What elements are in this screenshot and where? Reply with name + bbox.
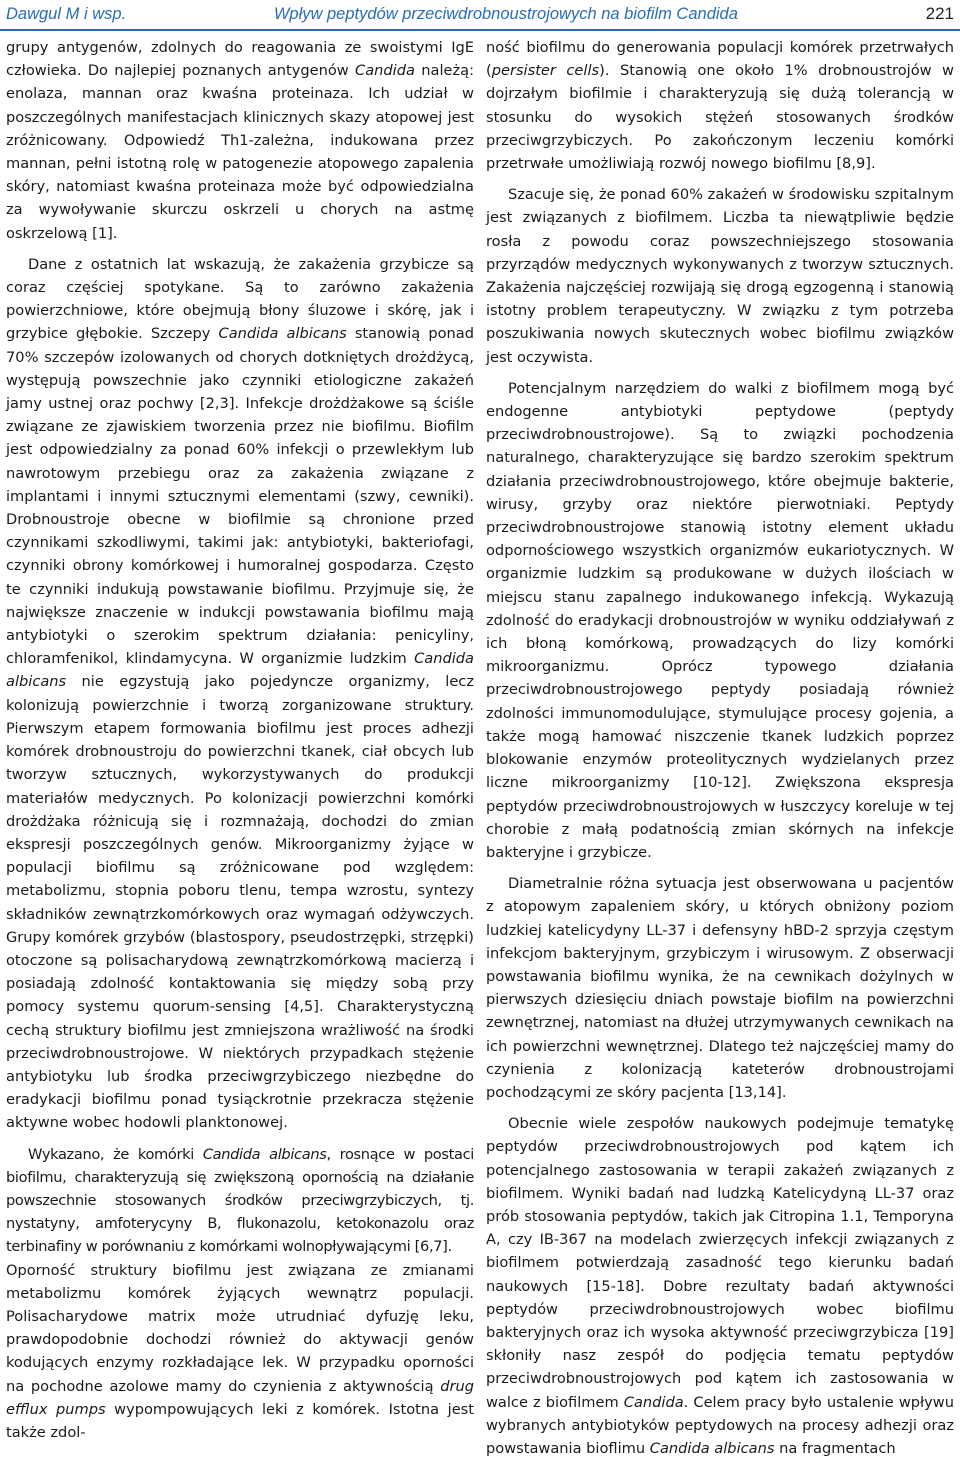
text-run: Dane z ostatnich lat wskazują, że zakażenia grzybicze są coraz częściej spotykane. Są to zarówno zakażenia powierzchniowe, które obejmują błony śluzowe i skórę, jak i grzybice głębokie. Szczepy <box>6 255 474 343</box>
text-run: ). Stanowią one około 1% drobnoustrojów w dojrzałym biofilmie i charakteryzują się dużą tolerancją w stosunku do wysokich stężeń stosowanych środków przeciwgrzybiczych. Po zakończonym leczeniu komórki przetrwałe umożliwiają rozwój nowego biofilmu [8,9]. <box>486 62 954 173</box>
italic-text: Candida albicans <box>202 1145 327 1163</box>
paragraph <box>486 36 954 175</box>
italic-text: Candida albicans <box>6 650 474 691</box>
text-run: Diametralnie różna sytuacja jest obserwowana u pacjentów z atopowym zapaleniem skóry, u których obniżony poziom ludzkiej katelicydyny LL-37 i defensyny hBD-2 sprzyja częstym infekcjom bakteryjnym, grzybiczym i wirusowym. Z obserwacji powstawania biofilmu wynika, że na cewnikach dożylnych w pierwszych dziesięciu dniach powstaje biofilm na powierzchni zewnętrznej, natomiast na dłużej utrzymywanych cewnikach na ich powierzchni wewnętrznej. Dlatego też najczęściej mamy do czynienia z kolonizacją kateterów drobnoustrojami pochodzącymi ze skóry pacjenta [13,14]. <box>486 875 954 1101</box>
text-run: należą: enolaza, mannan oraz kwaśna proteinaza. Ich udział w poszczególnych manifestacjach klinicznych skazy atopowej jest zróżnicowany. Odpowiedź Th1-zależna, indukowana przez mannan, pełni istotną rolę w patogenezie atopowego zapalenia skóry, natomiast kwaśna proteinaza może być odpowiedzialna za wywoływanie skurczu oskrzeli u chorych na astmę oskrzelową [1]. <box>6 62 475 242</box>
text-run: Potencjalnym narzędziem do walki z biofilmem mogą być endogenne antybiotyki peptydowe (peptydy przeciwdrobnoustrojowe). Są to związki pochodzenia naturalnego, charakteryzujące się bardzo szerokim spektrum działania przeciwdrobnoustrojowego, które obejmuje bakterie, wirusy, grzyby oraz niektóre pierwotniaki. Peptydy przeciwdrobnoustrojowe stanowią istotny element układu odpornościowego wszystkich organizmów eukariotycznych. W organizmie ludzkim są produkowane w dużych ilościach w miejscu stanu zapalnego indukowanego infekcją. Wykazują zdolność do eradykacji drobnoustrojów w wyniku oddziaływań z ich błoną komórkową, prowadzących do lizy komórki mikroorganizmu. Oprócz typowego działania przeciwdrobnoustrojowego peptydy posiadają również zdolności immunomodulujące, stymulujące procesy gojenia, a także mogą hamować niszczenie tkanek ludzkich poprzez blokowanie enzymów proteolitycznych wydzielanych przez liczne mikroorganizmy [10-12]. Zwiększona ekspresja peptydów przeciwdrobnoustrojowych w łuszczycy koreluje w tej chorobie z małą podatnością zmian skórnych na infekcje bakteryjne i grzybicze. <box>486 379 954 861</box>
running-header <box>6 0 954 28</box>
italic-text: persister cells <box>491 62 600 80</box>
paragraph <box>486 1112 954 1460</box>
text-run: stanowią ponad 70% szczepów izolowanych od chorych dotkniętych drożdżycą, występują powszechnie jako czynniki etiologiczne zakażeń jamy ustnej oraz pochwy [2,3]. Infekcje drożdżakowe są ściśle związane ze zjawiskiem tworzenia przez nie biofilmu. Biofilm jest odpowiedzialny za ponad 60% infekcji o przewlekłym lub nawrotowym przebiegu oraz za zakażenia związane z implantami i innymi sztucznymi elementami (szwy, cewniki). Drobnoustroje obecne w biofilmie są chronione przed czynnikami szkodliwymi, takimi jak: antybiotyki, bakteriofagi, czynniki obrony komórkowej i humoralnej gospodarza. Często te czynniki indukują powstawanie biofilmu. Przyjmuje się, że największe znaczenie w indukcji powstawania biofilmu mają antybiotyki o szerokim spektrum działania: penicyliny, chloramfenikol, klindamycyna. W organizmie ludzkim <box>6 325 474 668</box>
text-run: wypompowujących leki z komórek. Istotna jest także zdol- <box>6 1400 475 1441</box>
page-number: 221 <box>925 4 954 23</box>
paragraph <box>486 872 954 1104</box>
paragraph <box>486 183 954 369</box>
paragraph <box>6 36 474 245</box>
paragraph <box>6 1143 474 1259</box>
italic-text: Candida <box>623 1393 684 1411</box>
paragraph <box>486 377 954 864</box>
text-run: Obecnie wiele zespołów naukowych podejmuje tematykę peptydów przeciwdrobnoustrojowych pod kątem ich potencjalnego zastosowania w terapii zakażeń związanych z biofilmem. Wyniki badań nad ludzką Katelicydyną LL-37 oraz prób stosowania peptydów, takich jak Citropina 1.1, Temporyna A, czy IB-367 na modelach zwierzęcych infekcji związanych z biofilmem potwierdzają zasadność tego kierunku badań naukowych [15-18]. Dobre rezultaty badań aktywności peptydów przeciwdrobnoustrojowych wobec biofilmu bakteryjnych oraz ich wysoka aktywność przeciwgrzybicza [19] skłoniły nasz zespół do podjęcia tematu peptydów przeciwdrobnoustrojowych pod kątem ich zastosowania w walce z biofilmem <box>486 1115 954 1411</box>
italic-text: Candida albicans <box>218 325 347 343</box>
text-run: Szacuje się, że ponad 60% zakażeń w środowisku szpitalnym jest związanych z biofilmem. Liczba ta niewątpliwie będzie rosła z powodu coraz powszechniejszego stosowania przyrządów medycznych wykonywanych z tworzyw sztucznych. Zakażenia najczęściej rozwijają się drogą egzogenną i stanowią istotny problem terapeutyczny. W związku z tym potrzeba poszukiwania nowych skutecznych wobec biofilmu związków jest oczywista. <box>486 186 954 366</box>
italic-text: Candida albicans <box>649 1439 775 1457</box>
paragraph <box>6 253 474 1135</box>
text-run: nie egzystują jako pojedyncze organizmy, lecz kolonizują powierzchnie i tworzą zorganizowane struktury. Pierwszym etapem formowania biofilmu jest proces adhezji komórek drobnoustroju do powierzchni tkanek, ciał obcych lub tworzyw sztucznych, wykorzystywanych do produkcji materiałów medycznych. Po kolonizacji powierzchni komórki drożdżaka różnicują się i rozmnażają, dochodzi do zmian ekspresji poszczególnych genów. Mikroorganizmy żyjące w populacji biofilmu są zróżnicowane pod względem: metabolizmu, stopnia poboru tlenu, tempa wzrostu, syntezy składników zewnątrzkomórkowych oraz wymagań odżywczych. Grupy komórek grzybów (blastospory, pseudostrzępki, strzępki) otoczone są polisacharydową zewnątrzkomórkową macierzą i posiadają zdolność kontaktowania się między sobą przy pomocy systemu quorum-sensing [4,5]. Charakterystyczną cechą struktury biofilmu jest zmniejszona wrażliwość na środki przeciwdrobnoustrojowe. W niektórych przypadkach stężenie antybiotyku lub środka przeciwgrzybiczego niezbędne do eradykacji biofilmu ponad tysiąckrotnie przekracza stężenie aktywne wobec hodowli planktonowej. <box>6 673 474 1132</box>
text-run: Oporność struktury biofilmu jest związana ze zmianami metabolizmu komórek żyjących wewnątrz populacji. Polisacharydowe matrix może utrudniać dyfuzję leku, prawdopodobnie dochodzi również do aktywacji genów kodujących enzymy rozkładające lek. W przypadku oporności na pochodne azolowe mamy do czynienia z aktywnością <box>6 1261 474 1395</box>
text-run: Wykazano, że komórki <box>28 1145 203 1163</box>
header-rule <box>0 29 960 31</box>
paragraph <box>6 1259 474 1445</box>
text-run: . Celem pracy było ustalenie wpływu wybranych antybiotyków peptydowych na procesy adhezji oraz powstawania bioflimu <box>486 1393 954 1457</box>
header-authors: Dawgul M i wsp. <box>6 4 127 23</box>
italic-text: Candida <box>355 62 415 80</box>
italic-text: drug efflux pumps <box>6 1377 474 1418</box>
text-run: ność biofilmu do generowania populacji komórek przetrwałych ( <box>486 39 954 80</box>
article-body <box>6 36 954 1460</box>
text-run: , rosnące w postaci biofilmu, charakteryzują się zwiększoną opornością na działanie powszechnie stosowanych środków przeciwgrzybiczych, tj. nystatyny, amfoterycyny B, flukonazolu, ketokonazolu oraz terbinafiny w porównaniu z komórkami wolnopływającymi [6,7]. <box>6 1145 474 1256</box>
right-column <box>486 36 954 1460</box>
text-run: na fragmentach <box>774 1439 896 1457</box>
text-run: grupy antygenów, zdolnych do reagowania ze swoistymi IgE człowieka. Do najlepiej poznanych antygenów <box>6 39 474 80</box>
left-column <box>6 36 474 1460</box>
header-article-title: Wpływ peptydów przeciwdrobnoustrojowych na biofilm Candida <box>273 4 738 23</box>
